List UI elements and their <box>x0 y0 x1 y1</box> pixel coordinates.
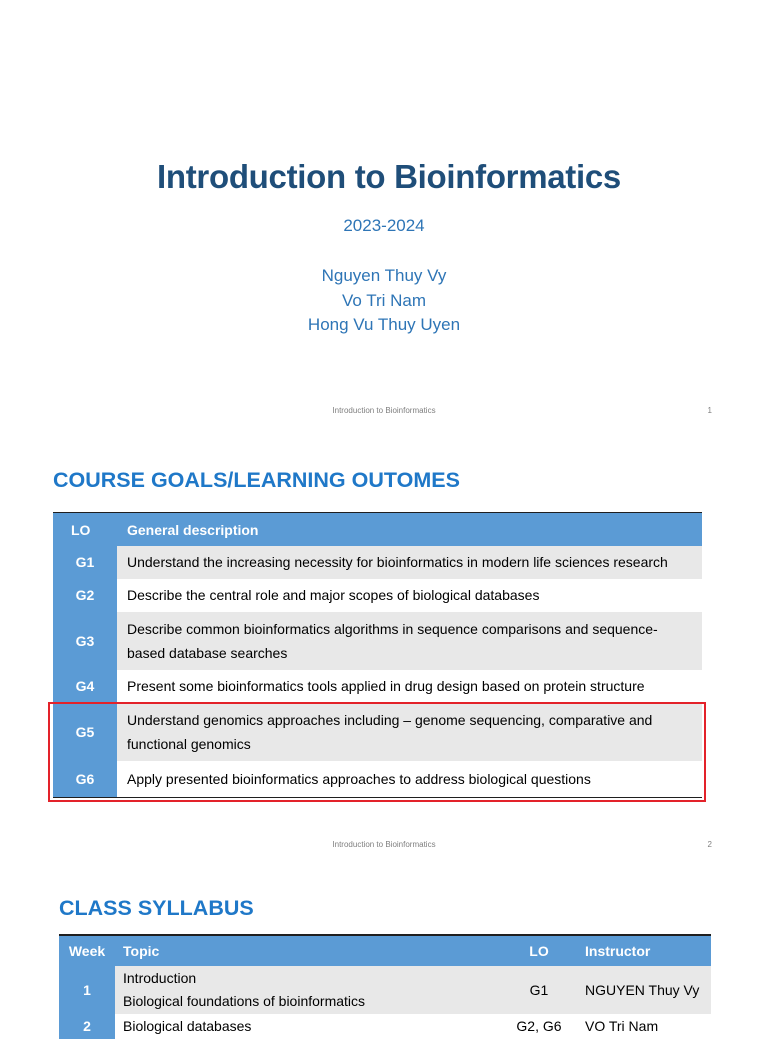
header-description: General description <box>117 513 702 547</box>
lo-code: G3 <box>53 612 117 670</box>
instructor-cell: VO Tri Nam <box>585 1018 659 1034</box>
header-lo: LO <box>501 935 577 966</box>
slide2-footer: Introduction to Bioinformatics <box>332 840 436 849</box>
table-header-row <box>59 935 711 966</box>
author-name: Hong Vu Thuy Uyen <box>307 315 461 334</box>
table-row <box>53 670 702 703</box>
week-number: 1 <box>59 966 115 1014</box>
lo-code: G6 <box>53 761 117 797</box>
slide3-title: CLASS SYLLABUS <box>59 896 254 920</box>
author-name: Vo Tri Nam <box>341 290 427 310</box>
lo-description: Describe common bioinformatics algorithms in sequence comparisons and sequence-based database searches <box>117 612 702 670</box>
lo-description: Understand the increasing necessity for bioinformatics in modern life sciences research <box>117 546 702 579</box>
table-row <box>53 579 702 612</box>
lo-description: Present some bioinformatics tools applied in drug design based on protein structure <box>117 670 702 703</box>
topic-line: Biological foundations of bioinformatics <box>123 993 366 1009</box>
header-topic: Topic <box>115 935 501 966</box>
header-week: Week <box>59 935 115 966</box>
week-number: 2 <box>59 1014 115 1039</box>
slide1-footer: Introduction to Bioinformatics <box>332 406 436 415</box>
table-row <box>53 546 702 579</box>
lo-code: G2 <box>53 579 117 612</box>
syllabus-table <box>59 934 711 1039</box>
lo-cell: G1 <box>501 966 577 1014</box>
table-header-row <box>53 513 702 547</box>
table-row <box>59 966 711 1014</box>
slide1-year: 2023-2024 <box>343 216 425 235</box>
slide2-title: COURSE GOALS/LEARNING OUTOMES <box>53 468 460 492</box>
lo-code: G1 <box>53 546 117 579</box>
header-lo: LO <box>53 513 117 547</box>
header-instructor: Instructor <box>577 935 711 966</box>
topic-cell <box>115 966 501 1014</box>
lo-description: Describe the central role and major scopes of biological databases <box>117 579 702 612</box>
author-name: Nguyen Thuy Vy <box>321 266 447 285</box>
slide1-page-number: 1 <box>707 406 712 415</box>
table-row <box>53 612 702 670</box>
slide2-page-number: 2 <box>707 840 712 849</box>
instructor-cell: NGUYEN Thuy Vy <box>577 966 711 1014</box>
lo-code: G5 <box>53 703 117 761</box>
lo-cell: G2, G6 <box>516 1018 562 1034</box>
highlight-box <box>48 702 706 802</box>
lo-description: Understand genomics approaches including – genome sequencing, comparative and functional genomics <box>117 703 702 761</box>
table-row <box>59 1014 711 1039</box>
slide1-authors <box>0 264 768 338</box>
lo-code: G4 <box>53 670 117 703</box>
topic-line: Introduction <box>123 970 197 986</box>
slide1-title: Introduction to Bioinformatics <box>157 158 621 195</box>
lo-description: Apply presented bioinformatics approaches to address biological questions <box>117 761 702 797</box>
topic-cell: Biological databases <box>123 1018 252 1034</box>
